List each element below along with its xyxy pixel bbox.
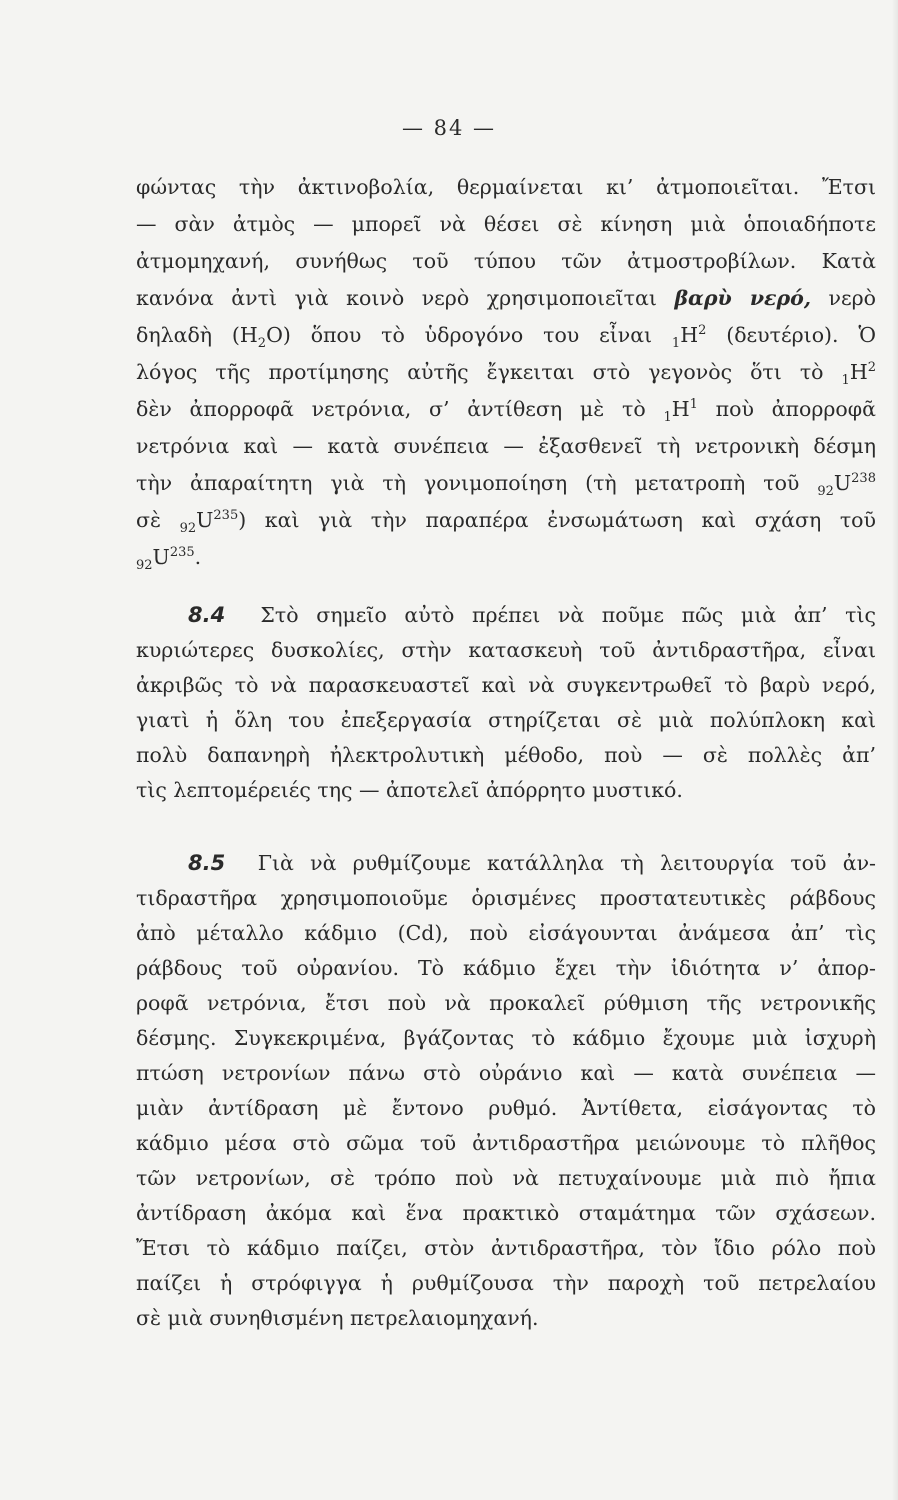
text-line: φώντας τὴν ἀκτινοβολία, θερμαίνεται κι’ ἀτμοποιεῖται. Ἔτσι [136, 175, 876, 199]
text-span: ποὺ ἀπορροφᾶ [715, 397, 876, 421]
text-line [136, 355, 876, 389]
element-symbol: H [849, 360, 868, 384]
text-line: κάδμιο μέσα στὸ σῶμα τοῦ ἀντιδραστῆρα μειώνουμε τὸ πλῆθος [136, 1131, 876, 1155]
text-line [136, 540, 876, 574]
superscript: 1 [689, 397, 698, 413]
text-line: Ἔτσι τὸ κάδμιο παίζει, στὸν ἀντιδραστῆρα, τὸν ἴδιο ρόλο ποὺ [136, 1236, 876, 1260]
isotope-prefix: 1 [663, 410, 672, 426]
isotope-prefix: 92 [136, 558, 153, 574]
text-span: . [194, 545, 202, 569]
text-span: σὲ [136, 508, 161, 532]
text-line: νετρόνια καὶ — κατὰ συνέπεια — ἐξασθενεῖ τὴ νετρονικὴ δέσμη [136, 434, 876, 458]
text-line: ἀτμομηχανή, συνήθως τοῦ τύπου τῶν ἀτμοστροβίλων. Κατὰ [136, 249, 876, 273]
section-number: 8.4 [188, 603, 226, 627]
text-span: κανόνα ἀντὶ γιὰ κοινὸ νερὸ χρησιμοποιεῖται [136, 286, 657, 310]
text-line [136, 318, 876, 352]
text-line [136, 392, 876, 426]
element-symbol: U [833, 471, 852, 495]
text-span: νερὸ [828, 286, 876, 310]
text-line: ἀπὸ μέταλλο κάδμιο (Cd), ποὺ εἰσάγουνται ἀνάμεσα ἀπ’ τὶς [136, 921, 876, 945]
text-span: Γιὰ νὰ ρυθμίζουμε κατάλληλα τὴ λειτουργία τοῦ ἀν- [257, 851, 876, 875]
element-symbol: H [680, 323, 699, 347]
text-line: ράβδους τοῦ οὐρανίου. Τὸ κάδμιο ἔχει τὴν ἰδιότητα ν’ ἀπορ- [136, 956, 876, 980]
element-symbol: H [671, 397, 690, 421]
element-symbol: U [152, 545, 170, 569]
text-span: τὴν ἀπαραίτητη γιὰ τὴ γονιμοποίηση (τὴ μετατροπὴ τοῦ [136, 471, 800, 495]
text-line: γιατὶ ἡ ὅλη του ἐπεξεργασία στηρίζεται σὲ μιὰ πολύπλοκη καὶ [136, 708, 876, 732]
text-span: (δευτέριο). Ὁ [726, 323, 876, 347]
page-edge-shadow [892, 0, 898, 1500]
text-line: κυριώτερες δυσκολίες, στὴν κατασκευὴ τοῦ ἀντιδραστῆρα, εἶναι [136, 638, 876, 662]
text-span: δηλαδὴ (H [136, 323, 258, 347]
text-line: τὶς λεπτομέρειές της — ἀποτελεῖ ἀπόρρητο μυστικό. [136, 778, 683, 802]
page-number: — 84 — [401, 116, 497, 140]
element-symbol: U [196, 508, 214, 532]
superscript: 238 [851, 471, 876, 487]
text-span: λόγος τῆς προτίμησης αὐτῆς ἔγκειται στὸ γεγονὸς ὅτι τὸ [136, 360, 824, 384]
isotope-prefix: 92 [817, 484, 834, 500]
text-span: O) ὅπου τὸ ὑδρογόνο του εἶναι [266, 323, 653, 347]
superscript: 235 [169, 545, 195, 561]
subscript: 2 [257, 336, 267, 352]
text-line [136, 466, 876, 500]
text-span: δὲν ἀπορροφᾶ νετρόνια, σ’ ἀντίθεση μὲ τὸ [136, 397, 646, 421]
text-span: Στὸ σημεῖο αὐτὸ πρέπει νὰ ποῦμε πῶς μιὰ ἀπ’ τὶς [260, 603, 876, 627]
emphasis-heavy-water: βαρὺ νερό, [674, 286, 811, 310]
section-number: 8.5 [188, 851, 226, 875]
superscript: 2 [867, 360, 876, 376]
text-line: δέσμης. Συγκεκριμένα, βγάζοντας τὸ κάδμιο ἔχουμε μιὰ ἰσχυρὴ [136, 1026, 876, 1050]
text-line: ἀντίδραση ἀκόμα καὶ ἕνα πρακτικὸ σταμάτημα τῶν σχάσεων. [136, 1201, 876, 1225]
isotope-prefix: 1 [671, 336, 681, 352]
text-line: μιὰν ἀντίδραση μὲ ἔντονο ρυθμό. Ἀντίθετα, εἰσάγοντας τὸ [136, 1096, 876, 1120]
text-line: τῶν νετρονίων, σὲ τρόπο ποὺ νὰ πετυχαίνουμε μιὰ πιὸ ἤπια [136, 1166, 876, 1190]
text-span: ) καὶ γιὰ τὴν παραπέρα ἐνσωμάτωση καὶ σχάση τοῦ [238, 508, 876, 532]
text-line [136, 598, 876, 632]
superscript: 235 [213, 508, 239, 524]
text-line: πολὺ δαπανηρὴ ἠλεκτρολυτικὴ μέθοδο, ποὺ — σὲ πολλὲς ἀπ’ [136, 743, 876, 767]
text-line: — σὰν ἀτμὸς — μπορεῖ νὰ θέσει σὲ κίνηση μιὰ ὁποιαδήποτε [136, 212, 876, 236]
superscript: 2 [698, 323, 707, 339]
text-line [136, 846, 876, 880]
text-line [136, 503, 876, 537]
text-line [136, 281, 876, 315]
text-line: ροφᾶ νετρόνια, ἔτσι ποὺ νὰ προκαλεῖ ρύθμιση τῆς νετρονικῆς [136, 991, 876, 1015]
text-line: ἀκριβῶς τὸ νὰ παρασκευαστεῖ καὶ νὰ συγκεντρωθεῖ τὸ βαρὺ νερό, [136, 673, 876, 697]
text-line: τιδραστῆρα χρησιμοποιοῦμε ὁρισμένες προστατευτικὲς ράβδους [136, 886, 876, 910]
isotope-prefix: 1 [841, 373, 850, 389]
text-line: πτώση νετρονίων πάνω στὸ οὐράνιο καὶ — κατὰ συνέπεια — [136, 1061, 876, 1085]
text-line: παίζει ἡ στρόφιγγα ἡ ρυθμίζουσα τὴν παροχὴ τοῦ πετρελαίου [136, 1271, 876, 1295]
isotope-prefix: 92 [179, 521, 197, 537]
text-line: σὲ μιὰ συνηθισμένη πετρελαιομηχανή. [136, 1306, 539, 1330]
